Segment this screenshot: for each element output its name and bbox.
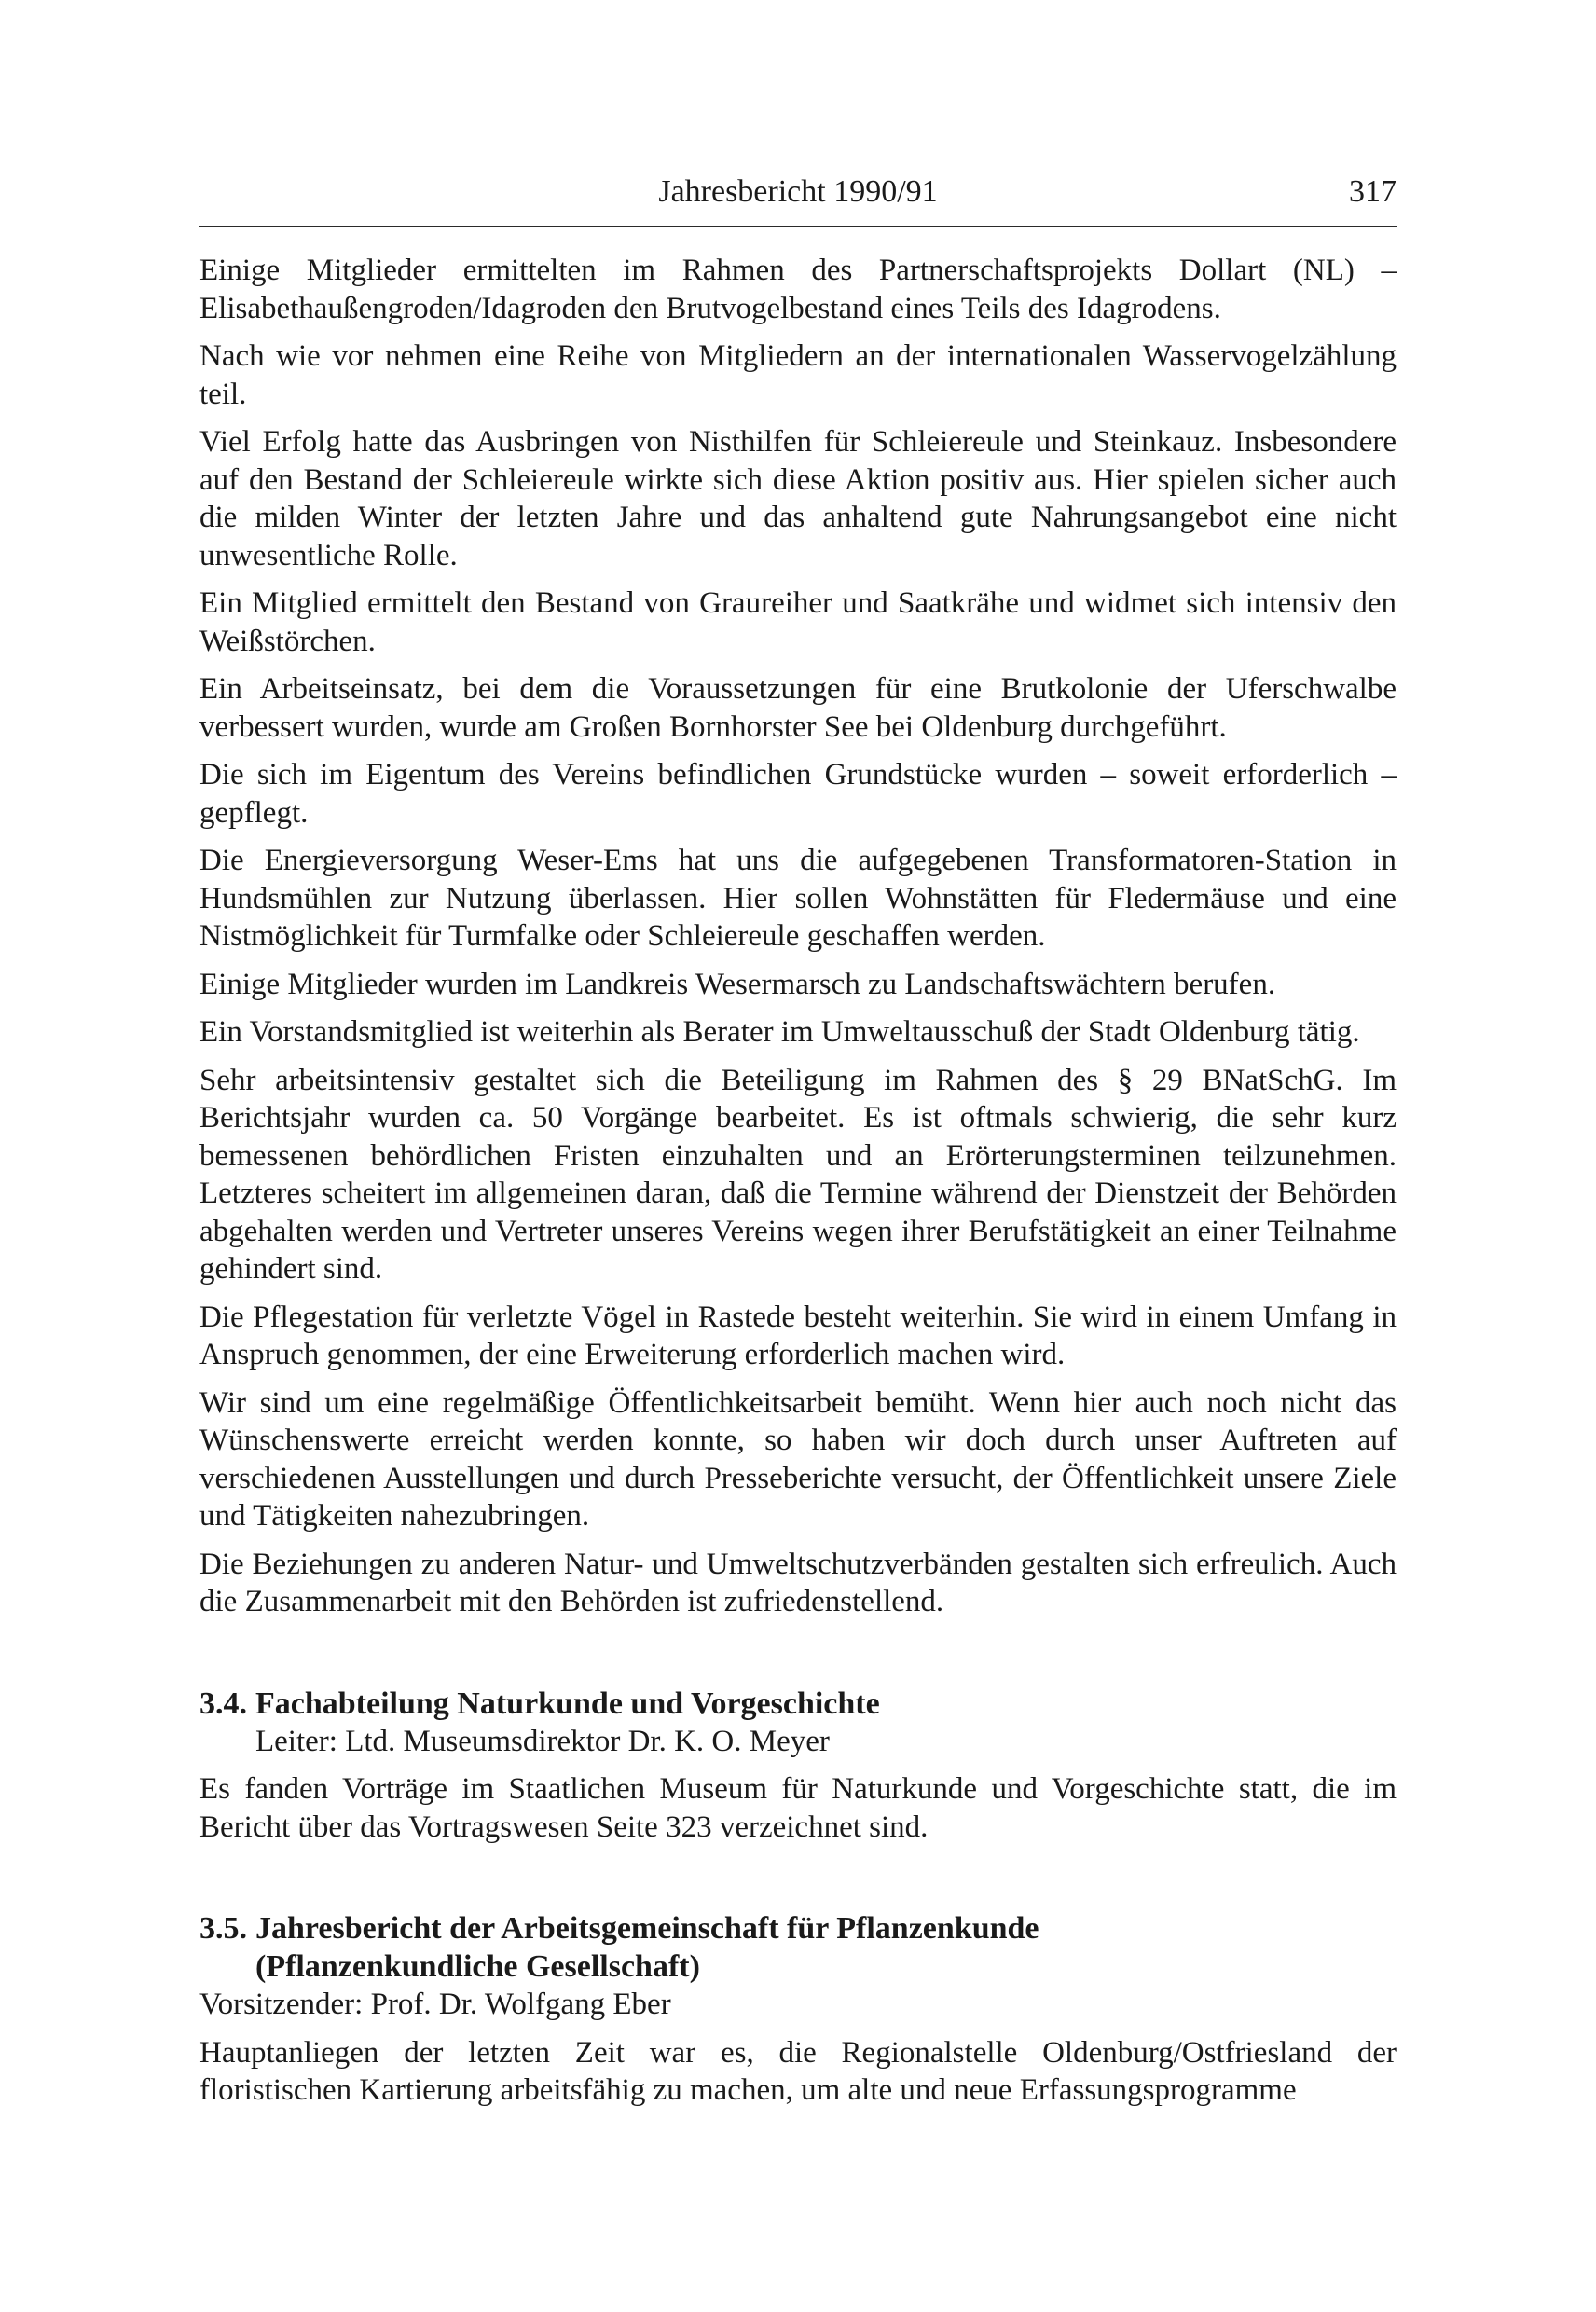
paragraph-relations: Die Beziehungen zu anderen Natur- und Umweltschutzverbänden gestalten sich erfreulich. Auch die Zusammenarbeit mit den Behörden ist zufriedenstellend.: [200, 1547, 1396, 1618]
paragraph-main-goal: Hauptanliegen der letzten Zeit war es, die Regionalstelle Oldenburg/Ostfriesland der floristischen Kartierung arbeitsfähig zu machen, um alte und neue Erfassungsprogramme: [200, 2035, 1396, 2107]
section-heading-3-4: [200, 1685, 1396, 1723]
paragraph-heron-rook: Ein Mitglied ermittelt den Bestand von Graureiher und Saatkrähe und widmet sich intensiv den Weißstörchen.: [200, 586, 1396, 658]
paragraph-care-station: Die Pflegestation für verletzte Vögel in Rastede besteht weiterhin. Sie wird in einem Umfang in Anspruch genommen, der eine Erweiterung erforderlich machen wird.: [200, 1300, 1396, 1371]
running-title: Jahresbericht 1990/91: [658, 174, 938, 209]
section-leader: Leiter: Ltd. Museumsdirektor Dr. K. O. Meyer: [255, 1724, 830, 1758]
section-chair: Vorsitzender: Prof. Dr. Wolfgang Eber: [200, 1988, 671, 2021]
body-text: [200, 252, 1396, 2120]
section-number: 3.5.: [200, 1911, 247, 1946]
paragraph-environment-committee: Ein Vorstandsmitglied ist weiterhin als Berater im Umweltausschuß der Stadt Oldenburg tätig.: [200, 1015, 1360, 1049]
paragraph-transformer-station: Die Energieversorgung Weser-Ems hat uns die aufgegebenen Transformatoren-Station in Hundsmühlen zur Nutzung überlassen. Hier sollen Wohnstätten für Fledermäuse und eine Nistmöglichkeit für Turmfalke oder Schleiereule geschaffen werden.: [200, 844, 1396, 953]
section-title-line: Jahresbericht der Arbeitsgemeinschaft für Pflanzenkunde: [255, 1911, 1039, 1946]
paragraph-dollart-project: Einige Mitglieder ermittelten im Rahmen des Partnerschaftsprojekts Dollart (NL) – Elisabethaußengroden/Idagroden den Brutvogelbestand eines Teils des Idagrodens.: [200, 254, 1396, 325]
paragraph-lectures: Es fanden Vorträge im Staatlichen Museum für Naturkunde und Vorgeschichte statt, die im Bericht über das Vortragswesen Seite 323 verzeichnet sind.: [200, 1772, 1396, 1844]
paragraph-properties: Die sich im Eigentum des Vereins befindlichen Grundstücke wurden – soweit erforderlich – gepflegt.: [200, 758, 1396, 830]
section-number: 3.4.: [200, 1686, 247, 1721]
paragraph-bnatschg: Sehr arbeitsintensiv gestaltet sich die Beteiligung im Rahmen des § 29 BNatSchG. Im Berichtsjahr wurden ca. 50 Vorgänge bearbeitet. Es ist oftmals schwierig, die sehr kurz bemessenen behördlichen Fristen einzuhalten und an Erörterungsterminen teilzunehmen. Letzteres scheitert im allgemeinen daran, daß die Termine während der Dienstzeit der Behörden abgehalten werden und Vertreter unseres Vereins wegen ihrer Berufstätigkeit an einer Teilnahme gehindert sind.: [200, 1063, 1396, 1286]
section-title-line: (Pflanzenkundliche Gesellschaft): [255, 1949, 700, 1984]
paragraph-public-relations: Wir sind um eine regelmäßige Öffentlichkeitsarbeit bemüht. Wenn hier auch noch nicht das Wünschenswerte erreicht werden konnte, so haben wir doch durch unser Auftreten auf verschiedenen Ausstellungen und durch Presseberichte versucht, der Öffentlichkeit unsere Ziele und Tätigkeiten nahezubringen.: [200, 1385, 1396, 1533]
paragraph-landscape-wardens: Einige Mitglieder wurden im Landkreis Wesermarsch zu Landschaftswächtern berufen.: [200, 967, 1276, 1001]
section-title: Fachabteilung Naturkunde und Vorgeschichte: [255, 1686, 880, 1721]
paragraph-nest-boxes: Viel Erfolg hatte das Ausbringen von Nisthilfen für Schleiereule und Steinkauz. Insbesondere auf den Bestand der Schleiereule wirkte sich diese Aktion positiv aus. Hier spielen sicher auch die milden Winter der letzten Jahre und das anhaltend gute Nahrungsangebot eine nicht unwesentliche Rolle.: [200, 425, 1396, 572]
running-header: [200, 173, 1396, 227]
paragraph-waterbird-count: Nach wie vor nehmen eine Reihe von Mitgliedern an der internationalen Wasservogelzählung teil.: [200, 339, 1396, 411]
page-number: 317: [1349, 174, 1396, 209]
section-heading-3-5: [200, 1909, 1396, 1986]
paragraph-sand-martin: Ein Arbeitseinsatz, bei dem die Voraussetzungen für eine Brutkolonie der Uferschwalbe verbessert wurden, wurde am Großen Bornhorster See bei Oldenburg durchgeführt.: [200, 672, 1396, 744]
section-title: [255, 1909, 1396, 1986]
